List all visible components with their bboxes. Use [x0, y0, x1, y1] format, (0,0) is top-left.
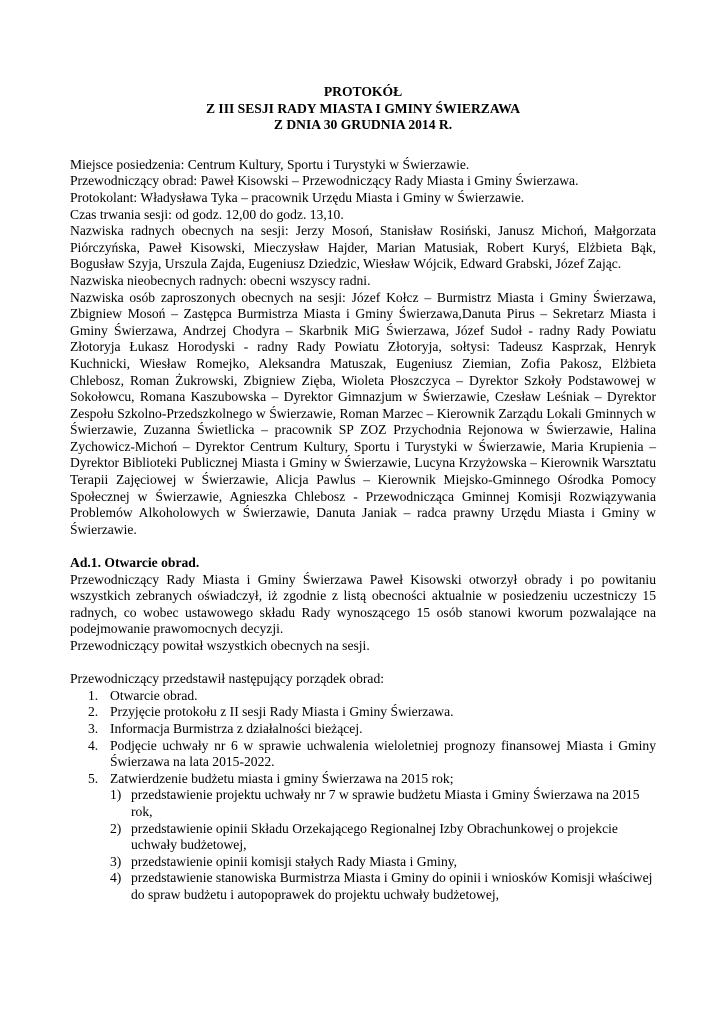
agenda-item: 3. Informacja Burmistrza z działalności bieżącej. — [88, 720, 363, 736]
meeting-chair: Przewodniczący obrad: Paweł Kisowski – Przewodniczący Rady Miasta i Gminy Świerzawa. — [70, 173, 579, 189]
agenda-sublist — [110, 787, 656, 903]
agenda-subitem: 2) przedstawienie opinii Składu Orzekającego Regionalnej Izby Obrachunkowej o projekcie uchwały budżetowej, — [110, 820, 618, 853]
section-heading-ad1: Ad.1. Otwarcie obrad. — [70, 555, 200, 571]
opening-paragraph: Przewodniczący Rady Miasta i Gminy Świerzawa Paweł Kisowski otworzył obrady i po powitaniu wszystkich zebranych oświadczył, iż zgodnie z listą obecności aktualnie w posiedzeniu uczestniczy 15 radnych, co wobec ustawowego składu Rady wynoszącego 15 osób stanowi kworum pozwalające na podejmowanie prawomocnych decyzji. — [70, 571, 656, 637]
title-line-1: PROTOKÓŁ — [323, 84, 403, 99]
agenda-item: 5. Zatwierdzenie budżetu miasta i gminy Świerzawa na 2015 rok; 1) przedstawienie projektu uchwały nr 7 w sprawie budżetu Miasta i Gminy Świerzawa na 2015 rok, 2) przedstawienie opinii Składu Orzekającego Regionalnej Izby Obrachunkowej o projekcie uchwały budżetowej, 3) przedstawienie opinii komisji stałych Rady Miasta i Gminy, 4) przedstawienie stanowiska Burmistrza Miasta i Gminy do opinii i wniosków Komisji właściwej do spraw budżetu i autopoprawek do projektu uchwały budżetowej, — [110, 771, 656, 904]
meeting-duration: Czas trwania sesji: od godz. 12,00 do godz. 13,10. — [70, 206, 344, 222]
agenda-item: 4. Podjęcie uchwały nr 6 w sprawie uchwalenia wieloletniej prognozy finansowej Miasta i Gminy Świerzawa na lata 2015-2022. — [88, 737, 656, 770]
agenda-list — [70, 688, 656, 904]
invited-guests: Nazwiska osób zaproszonych obecnych na sesji: Józef Kołcz – Burmistrz Miasta i Gminy Świerzawa, Zbigniew Mosoń – Zastępca Burmistrza Miasta i Gminy Świerzawa,Danuta Pirus – Sekretarz Miasta i Gminy Świerzawa, Andrzej Chodyra – Skarbnik MiG Świerzawa, Józef Sudoł - radny Rady Powiatu Złotoryja Łukasz Horodyski - radny Rady Powiatu Złotoryja, sołtysi: Tadeusz Kasprzak, Henryk Kuchnicki, Wiesław Romejko, Aleksandra Matuszak, Eugeniusz Ziemian, Zofia Pakosz, Elżbieta Chlebosz, Roman Żukrowski, Zbigniew Zięba, Wioleta Płoszczyca – Dyrektor Szkoły Podstawowej w Sokołowcu, Romana Kaszubowska – Dyrektor Gimnazjum w Świerzawie, Czesław Leśniak – Dyrektor Zespołu Szkolno-Przedszkolnego w Świerzawie, Roman Marzec – Kierownik Zarządu Lokali Gminnych w Świerzawie, Zuzanna Świetlicka – pracownik SP ZOZ Przychodnia Rejonowa w Świerzawie, Halina Zychowicz-Michoń – Dyrektor Centrum Kultury, Sportu i Turystyki w Świerzawie, Maria Krupienia – Dyrektor Biblioteki Publicznej Miasta i Gminy w Świerzawie, Lucyna Krzyżowska – Kierownik Warsztatu Terapii Zajęciowej w Świerzawie, Alicja Pawlus – Kierownik Miejsko-Gminnego Ośrodka Pomocy Społecznej w Świerzawie, Agnieszka Chlebosz - Przewodnicząca Gminnej Komisji Rozwiązywania Problemów Alkoholowych w Świerzawie, Danuta Janiak – radca prawny Urzędu Miasta i Gminy w Świerzawie. — [70, 289, 656, 537]
meeting-place: Miejsce posiedzenia: Centrum Kultury, Sportu i Turystyki w Świerzawie. — [70, 156, 470, 172]
agenda-subitem: 4) przedstawienie stanowiska Burmistrza Miasta i Gminy do opinii i wniosków Komisji właściwej do spraw budżetu i autopoprawek do projektu uchwały budżetowej, — [110, 870, 653, 902]
agenda-intro: Przewodniczący przedstawił następujący porządek obrad: — [70, 671, 385, 687]
title-line-2: Z III SESJI RADY MIASTA I GMINY ŚWIERZAWA — [205, 100, 521, 116]
agenda-item: 1. Otwarcie obrad. — [88, 687, 198, 703]
document-page — [70, 84, 656, 904]
document-title — [70, 84, 656, 134]
present-councillors: Nazwiska radnych obecnych na sesji: Jerzy Mosoń, Stanisław Rosiński, Janusz Michoń, Małgorzata Piórczyńska, Paweł Kisowski, Mieczysław Hajder, Marian Matusiak, Robert Kuryś, Elżbieta Bąk, Bogusław Szyja, Urszula Zajda, Eugeniusz Dziedzic, Wiesław Wójcik, Edward Grabski, Józef Zając. — [70, 223, 656, 272]
greeting-paragraph: Przewodniczący powitał wszystkich obecnych na sesji. — [70, 638, 370, 653]
agenda-item: 2. Przyjęcie protokołu z II sesji Rady Miasta i Gminy Świerzawa. — [88, 704, 454, 720]
absent-councillors: Nazwiska nieobecnych radnych: obecni wszyscy radni. — [70, 272, 371, 288]
title-line-3: Z DNIA 30 GRUDNIA 2014 R. — [273, 117, 453, 133]
agenda-subitem: 3) przedstawienie opinii komisji stałych Rady Miasta i Gminy, — [110, 853, 458, 869]
agenda-subitem: 1) przedstawienie projektu uchwały nr 7 w sprawie budżetu Miasta i Gminy Świerzawa na 2015 rok, — [110, 787, 640, 819]
meeting-secretary: Protokolant: Władysława Tyka – pracownik Urzędu Miasta i Gminy w Świerzawie. — [70, 189, 525, 205]
